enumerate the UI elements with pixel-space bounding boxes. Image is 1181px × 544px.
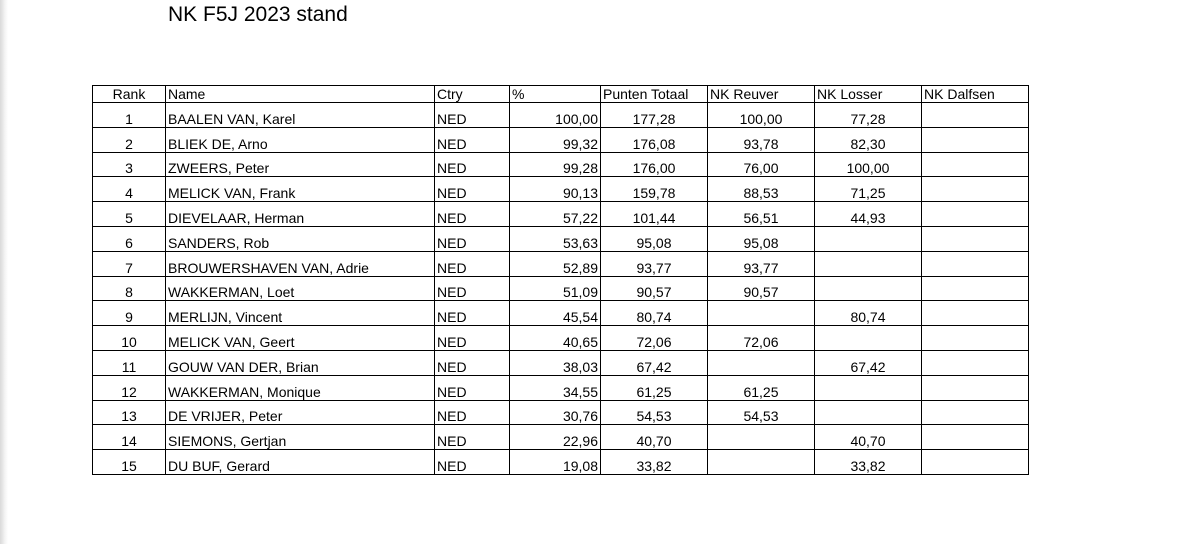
- cell-rank: 15: [93, 450, 166, 475]
- cell-points-total: 80,74: [601, 301, 708, 326]
- cell-rank: 4: [93, 177, 166, 202]
- table-row: [93, 127, 1029, 152]
- cell-rank: 5: [93, 202, 166, 227]
- standings-body: [93, 103, 1029, 475]
- standings-table: [92, 85, 1029, 475]
- cell-rank: 14: [93, 425, 166, 450]
- cell-nk-reuver: 72,06: [708, 326, 815, 351]
- header-rank: Rank: [93, 86, 166, 103]
- cell-nk-reuver: 90,57: [708, 276, 815, 301]
- cell-nk-dalfsen: [922, 103, 1029, 128]
- cell-nk-reuver: [708, 425, 815, 450]
- cell-name: DIEVELAAR, Herman: [166, 202, 435, 227]
- cell-nk-losser: [815, 400, 922, 425]
- cell-points-total: 93,77: [601, 251, 708, 276]
- cell-country: NED: [435, 202, 510, 227]
- cell-points-total: 67,42: [601, 350, 708, 375]
- cell-percent: 53,63: [510, 226, 601, 251]
- cell-name: BLIEK DE, Arno: [166, 127, 435, 152]
- cell-nk-losser: [815, 276, 922, 301]
- cell-name: DE VRIJER, Peter: [166, 400, 435, 425]
- cell-percent: 40,65: [510, 326, 601, 351]
- table-row: [93, 450, 1029, 475]
- cell-nk-dalfsen: [922, 251, 1029, 276]
- cell-name: WAKKERMAN, Monique: [166, 375, 435, 400]
- cell-rank: 13: [93, 400, 166, 425]
- table-row: [93, 326, 1029, 351]
- table-row: [93, 276, 1029, 301]
- cell-country: NED: [435, 375, 510, 400]
- cell-rank: 12: [93, 375, 166, 400]
- cell-points-total: 95,08: [601, 226, 708, 251]
- header-points-total: Punten Totaal: [601, 86, 708, 103]
- cell-country: NED: [435, 251, 510, 276]
- table-header-row: [93, 86, 1029, 103]
- cell-country: NED: [435, 103, 510, 128]
- cell-name: GOUW VAN DER, Brian: [166, 350, 435, 375]
- cell-nk-losser: [815, 226, 922, 251]
- cell-nk-reuver: [708, 301, 815, 326]
- cell-nk-dalfsen: [922, 127, 1029, 152]
- cell-name: SANDERS, Rob: [166, 226, 435, 251]
- table-row: [93, 226, 1029, 251]
- table-row: [93, 400, 1029, 425]
- cell-nk-reuver: 93,77: [708, 251, 815, 276]
- cell-points-total: 176,08: [601, 127, 708, 152]
- cell-nk-reuver: 76,00: [708, 152, 815, 177]
- table-row: [93, 103, 1029, 128]
- cell-nk-dalfsen: [922, 375, 1029, 400]
- cell-percent: 90,13: [510, 177, 601, 202]
- cell-nk-losser: 67,42: [815, 350, 922, 375]
- cell-points-total: 61,25: [601, 375, 708, 400]
- cell-name: BROUWERSHAVEN VAN, Adrie: [166, 251, 435, 276]
- header-percent: %: [510, 86, 601, 103]
- cell-percent: 57,22: [510, 202, 601, 227]
- cell-name: MELICK VAN, Frank: [166, 177, 435, 202]
- cell-nk-losser: [815, 326, 922, 351]
- cell-rank: 9: [93, 301, 166, 326]
- cell-points-total: 54,53: [601, 400, 708, 425]
- cell-nk-dalfsen: [922, 326, 1029, 351]
- cell-percent: 22,96: [510, 425, 601, 450]
- table-row: [93, 251, 1029, 276]
- cell-nk-dalfsen: [922, 425, 1029, 450]
- cell-name: MELICK VAN, Geert: [166, 326, 435, 351]
- cell-nk-losser: 100,00: [815, 152, 922, 177]
- cell-nk-dalfsen: [922, 450, 1029, 475]
- header-nk-reuver: NK Reuver: [708, 86, 815, 103]
- cell-percent: 100,00: [510, 103, 601, 128]
- cell-points-total: 159,78: [601, 177, 708, 202]
- header-nk-losser: NK Losser: [815, 86, 922, 103]
- cell-nk-reuver: 95,08: [708, 226, 815, 251]
- cell-name: WAKKERMAN, Loet: [166, 276, 435, 301]
- cell-percent: 99,28: [510, 152, 601, 177]
- header-nk-dalfsen: NK Dalfsen: [922, 86, 1029, 103]
- cell-percent: 45,54: [510, 301, 601, 326]
- cell-country: NED: [435, 226, 510, 251]
- table-row: [93, 301, 1029, 326]
- cell-nk-losser: 71,25: [815, 177, 922, 202]
- cell-percent: 51,09: [510, 276, 601, 301]
- cell-nk-losser: 77,28: [815, 103, 922, 128]
- cell-nk-losser: 80,74: [815, 301, 922, 326]
- cell-name: ZWEERS, Peter: [166, 152, 435, 177]
- cell-nk-losser: [815, 375, 922, 400]
- cell-percent: 30,76: [510, 400, 601, 425]
- cell-rank: 6: [93, 226, 166, 251]
- cell-points-total: 101,44: [601, 202, 708, 227]
- cell-rank: 1: [93, 103, 166, 128]
- cell-nk-reuver: 93,78: [708, 127, 815, 152]
- cell-name: DU BUF, Gerard: [166, 450, 435, 475]
- page-title: NK F5J 2023 stand: [168, 3, 348, 26]
- cell-country: NED: [435, 177, 510, 202]
- table-row: [93, 202, 1029, 227]
- cell-nk-dalfsen: [922, 202, 1029, 227]
- cell-rank: 8: [93, 276, 166, 301]
- cell-rank: 3: [93, 152, 166, 177]
- cell-name: MERLIJN, Vincent: [166, 301, 435, 326]
- cell-nk-dalfsen: [922, 177, 1029, 202]
- cell-country: NED: [435, 400, 510, 425]
- cell-nk-losser: 40,70: [815, 425, 922, 450]
- cell-nk-dalfsen: [922, 400, 1029, 425]
- cell-points-total: 40,70: [601, 425, 708, 450]
- cell-percent: 99,32: [510, 127, 601, 152]
- cell-country: NED: [435, 127, 510, 152]
- cell-nk-dalfsen: [922, 350, 1029, 375]
- cell-nk-dalfsen: [922, 301, 1029, 326]
- cell-country: NED: [435, 425, 510, 450]
- cell-nk-reuver: 56,51: [708, 202, 815, 227]
- cell-nk-losser: [815, 251, 922, 276]
- cell-country: NED: [435, 450, 510, 475]
- cell-country: NED: [435, 152, 510, 177]
- cell-country: NED: [435, 326, 510, 351]
- cell-nk-dalfsen: [922, 226, 1029, 251]
- cell-nk-dalfsen: [922, 152, 1029, 177]
- cell-rank: 11: [93, 350, 166, 375]
- cell-name: SIEMONS, Gertjan: [166, 425, 435, 450]
- cell-rank: 10: [93, 326, 166, 351]
- table-row: [93, 425, 1029, 450]
- cell-country: NED: [435, 350, 510, 375]
- table-row: [93, 350, 1029, 375]
- cell-points-total: 176,00: [601, 152, 708, 177]
- cell-rank: 2: [93, 127, 166, 152]
- cell-country: NED: [435, 276, 510, 301]
- header-country: Ctry: [435, 86, 510, 103]
- cell-percent: 52,89: [510, 251, 601, 276]
- cell-points-total: 33,82: [601, 450, 708, 475]
- cell-name: BAALEN VAN, Karel: [166, 103, 435, 128]
- cell-nk-reuver: [708, 350, 815, 375]
- cell-nk-reuver: 100,00: [708, 103, 815, 128]
- cell-percent: 38,03: [510, 350, 601, 375]
- cell-nk-reuver: [708, 450, 815, 475]
- cell-nk-losser: 44,93: [815, 202, 922, 227]
- table-row: [93, 152, 1029, 177]
- cell-points-total: 72,06: [601, 326, 708, 351]
- cell-rank: 7: [93, 251, 166, 276]
- cell-percent: 34,55: [510, 375, 601, 400]
- cell-nk-dalfsen: [922, 276, 1029, 301]
- table-row: [93, 375, 1029, 400]
- cell-country: NED: [435, 301, 510, 326]
- cell-nk-reuver: 61,25: [708, 375, 815, 400]
- page-edge-shadow: [0, 0, 8, 544]
- cell-points-total: 177,28: [601, 103, 708, 128]
- cell-percent: 19,08: [510, 450, 601, 475]
- cell-points-total: 90,57: [601, 276, 708, 301]
- cell-nk-losser: 82,30: [815, 127, 922, 152]
- header-name: Name: [166, 86, 435, 103]
- cell-nk-reuver: 88,53: [708, 177, 815, 202]
- table-row: [93, 177, 1029, 202]
- cell-nk-losser: 33,82: [815, 450, 922, 475]
- cell-nk-reuver: 54,53: [708, 400, 815, 425]
